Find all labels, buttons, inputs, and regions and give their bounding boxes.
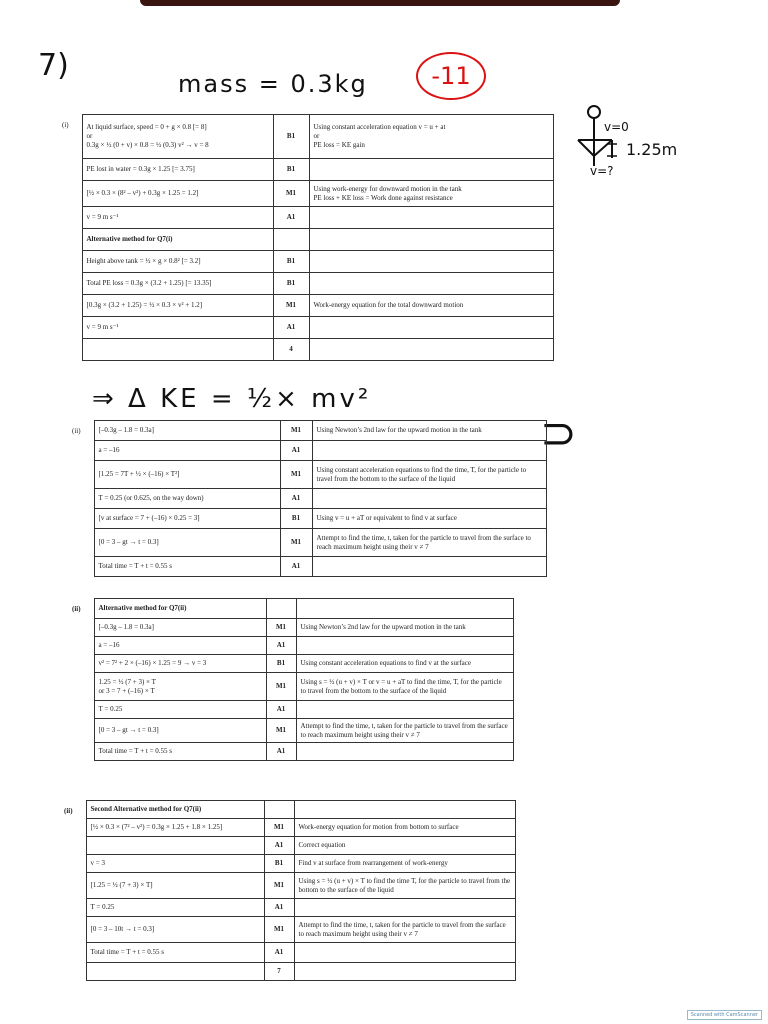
mark-cell: B1	[273, 159, 309, 181]
answer-cell: Second Alternative method for Q7(ii)	[86, 801, 264, 819]
answer-cell: Total PE loss = 0.3g × (3.2 + 1.25) [= 13.35]	[82, 273, 273, 295]
answer-cell	[86, 837, 264, 855]
answer-cell	[86, 963, 264, 981]
part-label: (ii)	[72, 604, 81, 613]
guidance-cell	[309, 159, 553, 181]
table-row	[58, 317, 553, 339]
guidance-cell: Correct equation	[294, 837, 515, 855]
table-row	[58, 339, 553, 361]
guidance-cell: Using v = u + aT or equivalent to find v at surface	[312, 509, 546, 529]
answer-cell: 1.25 = ½ (7 + 3) × T or 3 = 7 + (–16) × T	[94, 673, 266, 701]
guidance-cell	[309, 273, 553, 295]
answer-cell: [0 = 3 – 10t → t = 0.3]	[86, 917, 264, 943]
mark-cell	[266, 599, 296, 619]
table-row	[68, 441, 546, 461]
table-row	[68, 619, 513, 637]
diagram-v-top: v=0	[604, 120, 629, 134]
guidance-cell	[309, 229, 553, 251]
mark-cell: 4	[273, 339, 309, 361]
guidance-cell	[309, 207, 553, 229]
table-row	[68, 461, 546, 489]
guidance-cell	[294, 963, 515, 981]
table-row	[68, 743, 513, 761]
answer-cell: [0.3g × (3.2 + 1.25) = ½ × 0.3 × v² + 1.2]	[82, 295, 273, 317]
guidance-cell: Find v at surface from rearrangement of work-energy	[294, 855, 515, 873]
answer-cell: [–0.3g – 1.8 = 0.3a]	[94, 421, 280, 441]
answer-cell	[82, 339, 273, 361]
table-row	[58, 295, 553, 317]
guidance-cell: Using constant acceleration equations to find the time, T, for the particle to travel from the bottom to the surface of the liquid	[312, 461, 546, 489]
mark-scheme-table-part-i	[58, 114, 554, 361]
guidance-cell	[294, 801, 515, 819]
answer-cell: [0 = 3 – gt → t = 0.3]	[94, 719, 266, 743]
mark-cell: A1	[266, 743, 296, 761]
table-row	[68, 421, 546, 441]
table-row	[68, 701, 513, 719]
mark-cell: A1	[266, 701, 296, 719]
answer-cell: PE lost in water = 0.3g × 1.25 [= 3.75]	[82, 159, 273, 181]
answer-cell: T = 0.25	[94, 701, 266, 719]
guidance-cell: Work-energy equation for the total downward motion	[309, 295, 553, 317]
table-row	[60, 963, 515, 981]
mark-scheme-table-alternative	[68, 598, 514, 761]
answer-cell: Height above tank = ½ × g × 0.8² [= 3.2]	[82, 251, 273, 273]
guidance-cell	[296, 743, 513, 761]
answer-cell: At liquid surface, speed = 0 + g × 0.8 [= 8] or 0.3g × ½ (0 + v) × 0.8 = ½ (0.3) v² → v = 8	[82, 115, 273, 159]
guidance-cell: Using s = ½ (u + v) × T or v = u + aT to find the time, T, for the particle to travel from the bottom to the surface of the liquid	[296, 673, 513, 701]
mark-cell: 7	[264, 963, 294, 981]
answer-cell: [0 = 3 – gt → t = 0.3]	[94, 529, 280, 557]
mark-scheme-table-second-alternative	[60, 800, 516, 981]
guidance-cell: Using constant acceleration equation v = u + at or PE loss = KE gain	[309, 115, 553, 159]
guidance-cell	[312, 489, 546, 509]
side-bracket-note: ⊃	[540, 408, 577, 459]
answer-cell: [1.25 = 7T + ½ × (–16) × T²]	[94, 461, 280, 489]
score-circle	[416, 52, 486, 100]
table-row	[68, 637, 513, 655]
mark-cell: M1	[280, 421, 312, 441]
answer-cell: a = –16	[94, 441, 280, 461]
mark-cell: A1	[264, 899, 294, 917]
mark-scheme-table-part-ii	[68, 420, 547, 577]
table-row	[60, 837, 515, 855]
answer-cell: [v at surface = 7 + (–16) × 0.25 = 3]	[94, 509, 280, 529]
answer-cell: Total time = T + t = 0.55 s	[94, 557, 280, 577]
mark-cell: A1	[266, 637, 296, 655]
table-row	[68, 529, 546, 557]
mark-cell: B1	[273, 115, 309, 159]
guidance-cell	[294, 899, 515, 917]
table-row	[68, 599, 513, 619]
table-row	[68, 489, 546, 509]
guidance-cell: Attempt to find the time, t, taken for the particle to travel from the surface to reach maximum height using their v ≠ 7	[294, 917, 515, 943]
mark-cell: A1	[280, 441, 312, 461]
guidance-cell: Using work-energy for downward motion in the tank PE loss + KE loss = Work done against resistance	[309, 181, 553, 207]
mark-cell: B1	[264, 855, 294, 873]
mark-cell: A1	[264, 943, 294, 963]
answer-cell: Alternative method for Q7(ii)	[94, 599, 266, 619]
mark-cell	[264, 801, 294, 819]
mark-cell: A1	[264, 837, 294, 855]
score-text: -11	[431, 62, 471, 90]
guidance-cell	[296, 599, 513, 619]
table-row	[58, 159, 553, 181]
answer-cell: v = 9 m s⁻¹	[82, 317, 273, 339]
mark-cell	[273, 229, 309, 251]
mark-cell: A1	[280, 489, 312, 509]
mark-cell: M1	[280, 461, 312, 489]
mark-cell: M1	[273, 181, 309, 207]
table-row	[60, 855, 515, 873]
table-row	[58, 181, 553, 207]
part-label: (ii)	[72, 426, 81, 435]
table-row	[68, 719, 513, 743]
guidance-cell	[312, 441, 546, 461]
diagram-v-bottom: v=?	[590, 164, 614, 178]
table-row	[60, 873, 515, 899]
mark-cell: A1	[273, 317, 309, 339]
answer-cell: v = 9 m s⁻¹	[82, 207, 273, 229]
answer-cell: Total time = T + t = 0.55 s	[94, 743, 266, 761]
answer-cell: Alternative method for Q7(i)	[82, 229, 273, 251]
guidance-cell: Using Newton’s 2nd law for the upward motion in the tank	[296, 619, 513, 637]
part-label: (i)	[62, 120, 69, 129]
guidance-cell: Using Newton’s 2nd law for the upward motion in the tank	[312, 421, 546, 441]
mark-cell: A1	[280, 557, 312, 577]
answer-cell: [–0.3g – 1.8 = 0.3a]	[94, 619, 266, 637]
mark-cell: M1	[273, 295, 309, 317]
diagram-height: 1.25m	[626, 140, 678, 159]
answer-cell: T = 0.25 (or 0.625, on the way down)	[94, 489, 280, 509]
mark-cell: A1	[273, 207, 309, 229]
answer-cell: [½ × 0.3 × (7² – v²) = 0.3g × 1.25 + 1.8 × 1.25]	[86, 819, 264, 837]
guidance-cell	[294, 943, 515, 963]
top-edge-shadow	[140, 0, 620, 6]
part-label: (ii)	[64, 806, 73, 815]
table-row	[60, 917, 515, 943]
table-row	[60, 943, 515, 963]
answer-cell: T = 0.25	[86, 899, 264, 917]
guidance-cell	[312, 557, 546, 577]
answer-cell: [½ × 0.3 × (8² – v²) + 0.3g × 1.25 = 1.2]	[82, 181, 273, 207]
table-row	[58, 273, 553, 295]
guidance-cell	[309, 317, 553, 339]
mark-cell: B1	[280, 509, 312, 529]
question-number-note: 7)	[38, 48, 69, 83]
mark-cell: B1	[273, 273, 309, 295]
guidance-cell: Attempt to find the time, t, taken for the particle to travel from the surface to reach maximum height using their v ≠ 7	[312, 529, 546, 557]
table-row	[60, 899, 515, 917]
mark-cell: M1	[264, 873, 294, 899]
table-row	[68, 655, 513, 673]
table-row	[58, 207, 553, 229]
guidance-cell	[296, 701, 513, 719]
table-row	[68, 509, 546, 529]
table-row	[60, 819, 515, 837]
mark-cell: M1	[266, 673, 296, 701]
answer-cell: Total time = T + t = 0.55 s	[86, 943, 264, 963]
mark-cell: M1	[266, 719, 296, 743]
answer-cell: v² = 7² + 2 × (–16) × 1.25 = 9 → v = 3	[94, 655, 266, 673]
table-row	[68, 673, 513, 701]
mark-cell: M1	[266, 619, 296, 637]
guidance-cell	[296, 637, 513, 655]
table-row	[68, 557, 546, 577]
table-row	[58, 251, 553, 273]
guidance-cell: Work-energy equation for motion from bottom to surface	[294, 819, 515, 837]
table-row	[60, 801, 515, 819]
answer-cell: v = 3	[86, 855, 264, 873]
answer-cell: a = –16	[94, 637, 266, 655]
guidance-cell: Attempt to find the time, t, taken for the particle to travel from the surface to reach maximum height using their v ≠ 7	[296, 719, 513, 743]
mass-note: mass = 0.3kg	[178, 70, 368, 98]
table-row	[58, 115, 553, 159]
guidance-cell	[309, 339, 553, 361]
scanner-watermark: Scanned with CamScanner	[687, 1010, 762, 1020]
table-row	[58, 229, 553, 251]
ke-formula-note: ⇒ Δ KE = ½× mv²	[92, 384, 372, 414]
answer-cell: [1.25 = ½ (7 + 3) × T]	[86, 873, 264, 899]
guidance-cell: Using s = ½ (u + v) × T to find the time T, for the particle to travel from the bottom to the surface of the liquid	[294, 873, 515, 899]
guidance-cell: Using constant acceleration equations to find v at the surface	[296, 655, 513, 673]
mark-cell: B1	[266, 655, 296, 673]
mark-cell: M1	[264, 917, 294, 943]
mark-cell: B1	[273, 251, 309, 273]
mark-cell: M1	[264, 819, 294, 837]
guidance-cell	[309, 251, 553, 273]
mark-cell: M1	[280, 529, 312, 557]
